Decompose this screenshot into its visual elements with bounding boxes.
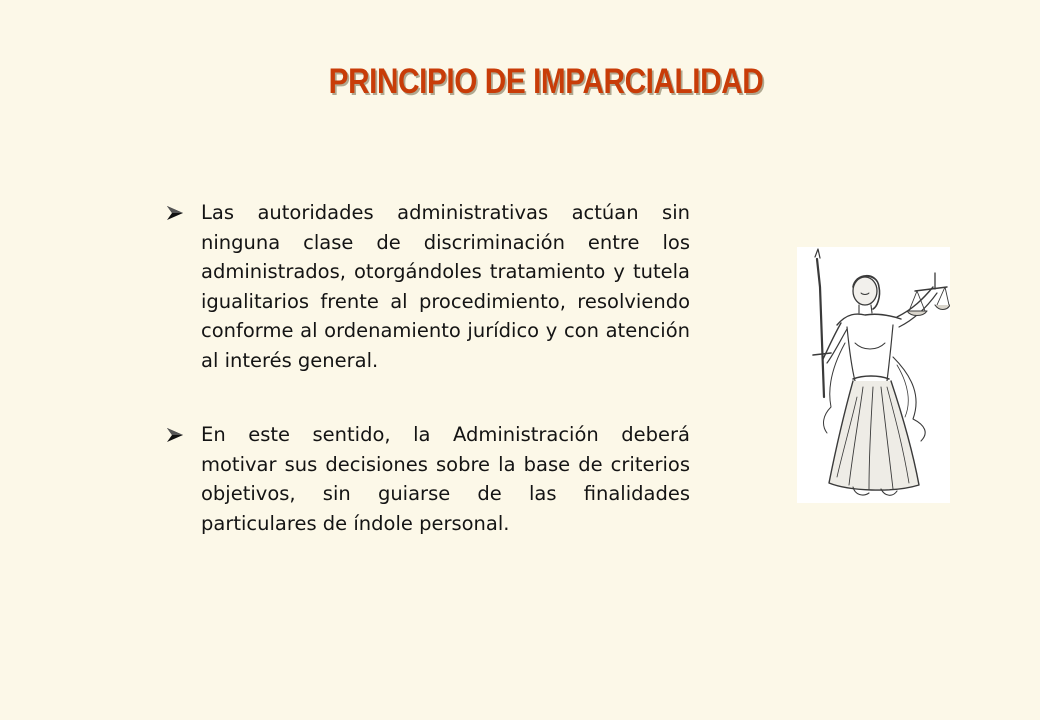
slide-title: PRINCIPIO DE IMPARCIALIDAD [328, 62, 764, 101]
lady-justice-image [797, 247, 950, 503]
bullet-item [164, 198, 690, 375]
lady-justice-icon [797, 247, 950, 503]
arrow-bullet-icon [166, 205, 184, 221]
arrow-bullet-icon [166, 427, 184, 443]
bullet-text: En este sentido, la Administración deberá motivar sus decisiones sobre la base de criterios objetivos, sin guiarse de las finalidades particulares de índole personal. [201, 423, 690, 535]
bullet-item [164, 420, 690, 538]
bullet-list [164, 198, 690, 538]
bullet-text: Las autoridades administrativas actúan sin ninguna clase de discriminación entre los administrados, otorgándoles tratamiento y tutela igualitarios frente al procedimiento, resolviendo conforme al ordenamiento jurídico y con atención al interés general. [201, 201, 690, 372]
